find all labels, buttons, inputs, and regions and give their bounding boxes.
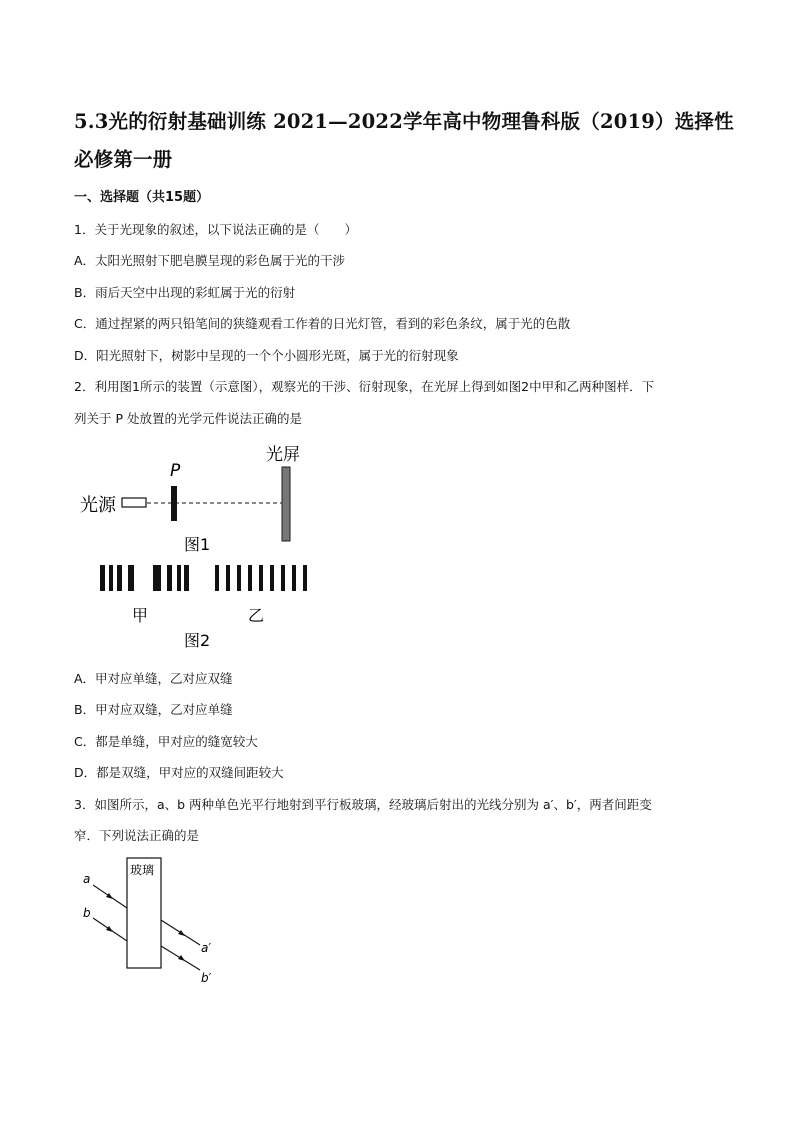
ray-b-out-label: b′ (201, 971, 212, 985)
fringe (117, 565, 122, 591)
q2-stem-line2: 列关于 P 处放置的光学元件说法正确的是 (74, 411, 302, 426)
fringe (177, 565, 181, 591)
q2-stem-line1: 2．利用图1所示的装置（示意图），观察光的干涉、衍射现象，在光屏上得到如图2中甲和乙两种图样．下 (74, 379, 655, 394)
q2-option-a: A．甲对应单缝，乙对应双缝 (74, 671, 233, 686)
document-title: 5.3光的衍射基础训练 2021—2022学年高中物理鲁科版（2019）选择性必修第一册 (74, 110, 734, 171)
screen-label: 光屏 (266, 445, 300, 465)
p-label: P (170, 461, 181, 481)
figure1-caption: 图1 (184, 535, 211, 554)
q1-stem: 1．关于光现象的叙述，以下说法正确的是（ ） (74, 222, 357, 237)
q3-stem-line1: 3．如图所示，a、b 两种单色光平行地射到平行板玻璃，经玻璃后射出的光线分别为 a′、b′，两者间距变 (74, 797, 652, 812)
optical-element-p (171, 486, 177, 521)
fringe (100, 565, 105, 591)
arrow-icon (178, 930, 185, 936)
q2-option-b: B．甲对应双缝，乙对应单缝 (74, 702, 233, 717)
source-label: 光源 (80, 495, 116, 516)
fringe (248, 565, 252, 591)
fringe (281, 565, 285, 591)
fringe (303, 565, 307, 591)
ray-a-label: a (83, 872, 91, 886)
light-source (122, 498, 146, 507)
fringe-pattern-yi (215, 565, 307, 591)
q2-option-d: D．都是双缝，甲对应的双缝间距较大 (74, 765, 284, 780)
q1-option-c: C．通过捏紧的两只铅笔间的狭缝观看工作着的日光灯管，看到的彩色条纹，属于光的色散 (74, 316, 571, 331)
q1-option-a: A．太阳光照射下肥皂膜呈现的彩色属于光的干涉 (74, 253, 346, 268)
ray-a-out-label: a′ (201, 941, 212, 955)
fringe-pattern-jia (100, 565, 189, 591)
figure2-caption: 图2 (184, 631, 211, 650)
fringe (167, 565, 172, 591)
fringe (237, 565, 241, 591)
fringe (215, 565, 219, 591)
arrow-icon (178, 955, 185, 961)
q2-option-c: C．都是单缝，甲对应的缝宽较大 (74, 734, 258, 749)
fringe (109, 565, 113, 591)
section-heading: 一、选择题（共15题） (74, 190, 210, 205)
yi-label: 乙 (248, 606, 265, 625)
jia-label: 甲 (132, 606, 149, 625)
q1-option-d: D．阳光照射下，树影中呈现的一个个小圆形光斑，属于光的衍射现象 (74, 348, 459, 363)
fringe (128, 565, 134, 591)
fringe (153, 565, 161, 591)
ray-b-label: b (83, 906, 91, 920)
fringe (259, 565, 263, 591)
screen (282, 467, 290, 541)
glass-label: 玻璃 (130, 863, 155, 877)
q1-option-b: B．雨后天空中出现的彩虹属于光的衍射 (74, 285, 296, 300)
fringe (270, 565, 274, 591)
q2-figure (70, 440, 330, 660)
fringe (226, 565, 230, 591)
fringe (184, 565, 189, 591)
q3-figure (75, 855, 225, 990)
fringe (292, 565, 296, 591)
q3-stem-line2: 窄．下列说法正确的是 (74, 828, 200, 843)
